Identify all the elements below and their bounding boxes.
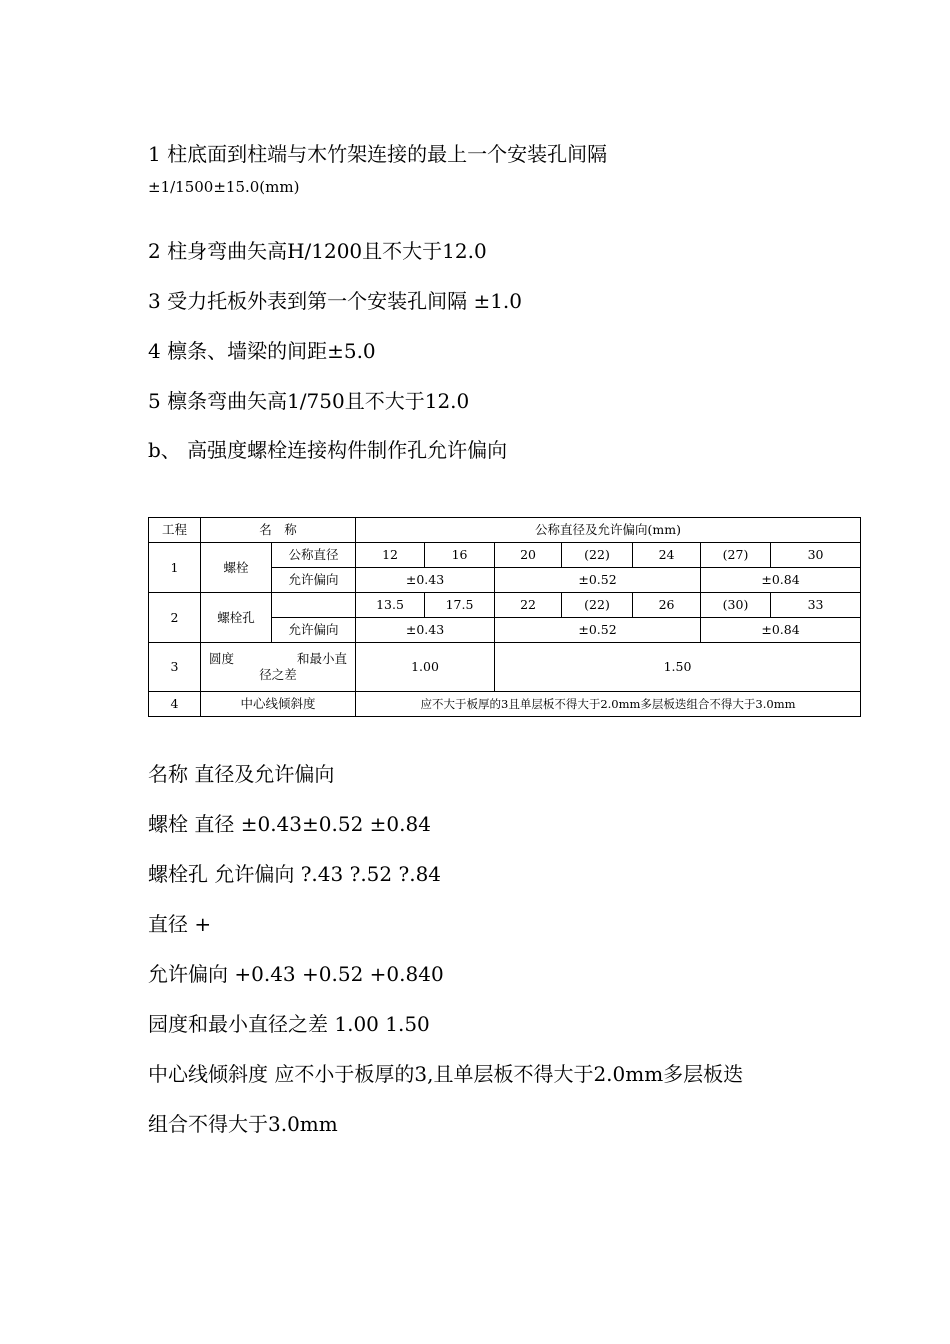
cell: 20 [495, 543, 562, 568]
table-row [149, 543, 861, 568]
text-line-4: 4 檩条、墙梁的间距±5.0 [148, 339, 376, 363]
text-bottom-1: 名称 直径及允许偏向 [148, 762, 335, 786]
row1-sub-tolerance: 允许偏向 [272, 568, 356, 593]
text-bottom-6: 园度和最小直径之差 1.00 1.50 [148, 1012, 430, 1036]
text-bottom-8: 组合不得大于3.0mm [148, 1112, 338, 1136]
cell: 1.50 [495, 643, 861, 692]
header-project: 工程 [149, 518, 201, 543]
row1-sub-diameter: 公称直径 [272, 543, 356, 568]
text-line-2: 2 柱身弯曲矢高H/1200且不大于12.0 [148, 239, 487, 263]
cell: ±0.84 [701, 568, 861, 593]
section-heading-b: b、 高强度螺栓连接构件制作孔允许偏向 [148, 438, 508, 462]
cell: 1.00 [356, 643, 495, 692]
cell: (30) [701, 593, 771, 618]
row1-no: 1 [149, 543, 201, 593]
cell: ±0.52 [495, 618, 701, 643]
text-line-3: 3 受力托板外表到第一个安装孔间隔 ±1.0 [148, 289, 523, 313]
text-bottom-5: 允许偏向 +0.43 +0.52 +0.840 [148, 962, 444, 986]
cell: 30 [771, 543, 861, 568]
table-header-row [149, 518, 861, 543]
cell: ±0.84 [701, 618, 861, 643]
table-row [149, 643, 861, 692]
header-name: 名 称 [201, 518, 356, 543]
cell: ±0.43 [356, 618, 495, 643]
cell: (22) [562, 543, 633, 568]
table-row [149, 692, 861, 717]
text-line-1b: ±1/1500±15.0(mm) [148, 178, 300, 196]
row2-no: 2 [149, 593, 201, 643]
cell: ±0.43 [356, 568, 495, 593]
row3-name [201, 643, 356, 692]
cell: 24 [633, 543, 701, 568]
cell: 应不大于板厚的3且单层板不得大于2.0mm多层板迭组合不得大于3.0mm [356, 692, 861, 717]
row4-no: 4 [149, 692, 201, 717]
text-bottom-7: 中心线倾斜度 应不小于板厚的3,且单层板不得大于2.0mm多层板迭 [148, 1062, 744, 1086]
text-bottom-4: 直径 + [148, 912, 212, 936]
cell: 22 [495, 593, 562, 618]
cell: 33 [771, 593, 861, 618]
cell: 16 [425, 543, 495, 568]
row1-name: 螺栓 [201, 543, 272, 593]
bolt-hole-tolerance-table [148, 517, 861, 717]
cell: 13.5 [356, 593, 425, 618]
cell: (22) [562, 593, 633, 618]
cell: 12 [356, 543, 425, 568]
row3-name-b: 和最小直 [297, 651, 348, 666]
header-spec: 公称直径及允许偏向(mm) [356, 518, 861, 543]
text-bottom-3: 螺栓孔 允许偏向 ?.43 ?.52 ?.84 [148, 862, 442, 886]
cell: ±0.52 [495, 568, 701, 593]
cell: 17.5 [425, 593, 495, 618]
row4-name: 中心线倾斜度 [201, 692, 356, 717]
row2-name: 螺栓孔 [201, 593, 272, 643]
table-row [149, 593, 861, 618]
cell: (27) [701, 543, 771, 568]
row3-no: 3 [149, 643, 201, 692]
row2-sub-tolerance: 允许偏向 [272, 618, 356, 643]
row2-sub-empty [272, 593, 356, 618]
row3-name-a: 圆度 [209, 651, 235, 666]
text-line-1: 1 柱底面到柱端与木竹架连接的最上一个安装孔间隔 [148, 142, 608, 166]
row3-name-c: 径之差 [259, 667, 297, 682]
text-bottom-2: 螺栓 直径 ±0.43±0.52 ±0.84 [148, 812, 431, 836]
text-line-5: 5 檩条弯曲矢高1/750且不大于12.0 [148, 389, 470, 413]
cell: 26 [633, 593, 701, 618]
